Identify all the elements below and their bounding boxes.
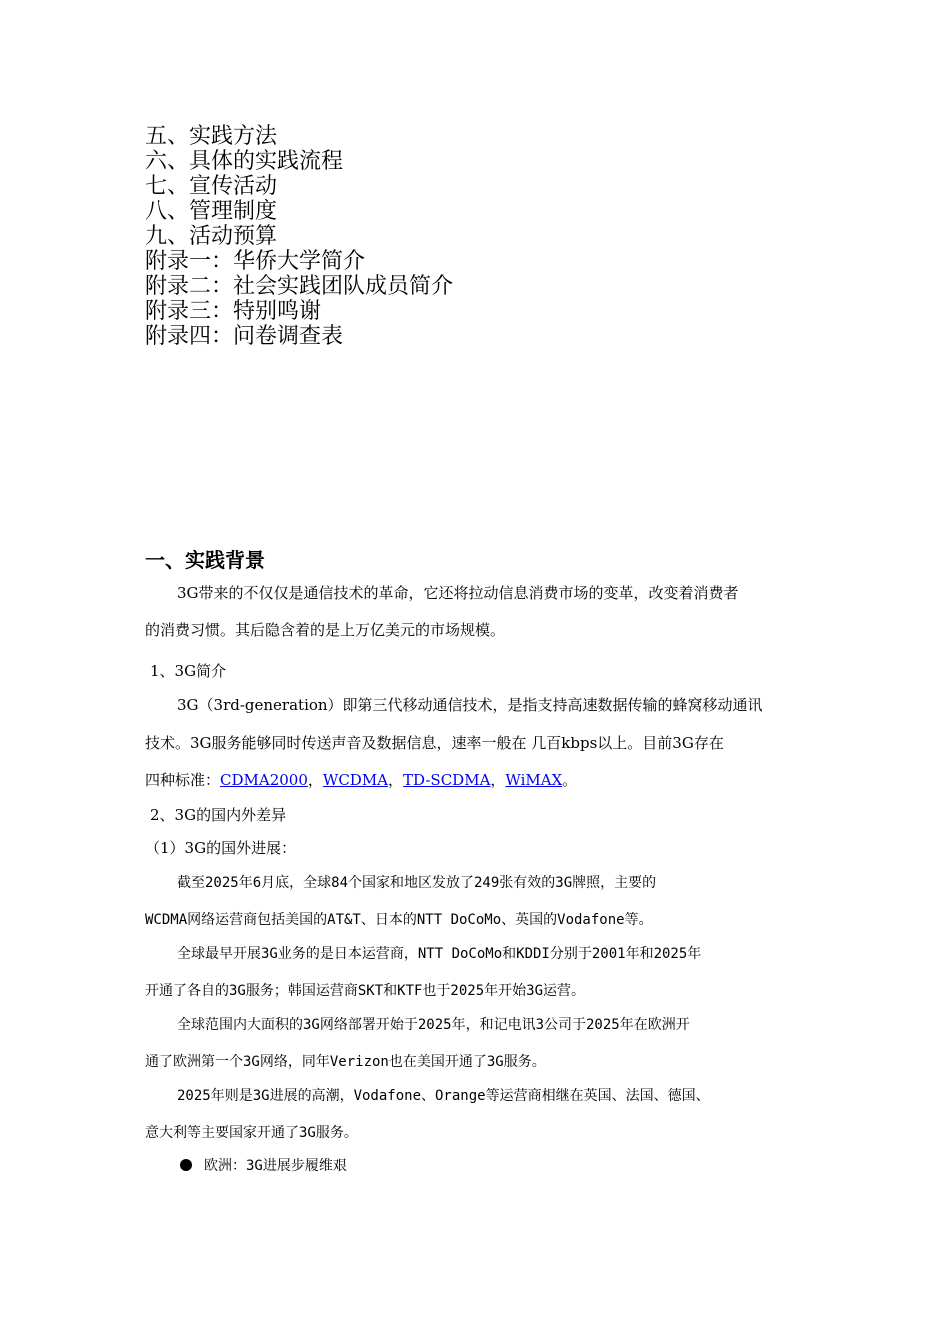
standards-line <box>145 770 577 790</box>
toc-item: 九、活动预算 <box>145 224 278 249</box>
paragraph-line: 的消费习惯。其后隐含着的是上万亿美元的市场规模。 <box>145 621 506 639</box>
paragraph-line: 全球最早开展3G业务的是日本运营商，NTT DoCoMo和KDDI分别于2001年和2025年 <box>177 946 702 962</box>
toc-item: 五、实践方法 <box>145 124 278 149</box>
subsection-heading: （1）3G的国外进展： <box>145 839 297 857</box>
subsection-heading: 1、3G简介 <box>150 662 227 680</box>
standards-prefix: 四种标准： <box>145 771 221 789</box>
bullet-item <box>180 1156 347 1176</box>
link-wimax[interactable]: WiMAX <box>505 771 563 789</box>
link-cdma2000[interactable]: CDMA2000 <box>220 771 308 789</box>
standards-suffix: 。 <box>562 771 578 789</box>
link-wcdma[interactable]: WCDMA <box>322 771 389 789</box>
toc-item: 附录一：华侨大学简介 <box>145 249 366 274</box>
paragraph-line: 意大利等主要国家开通了3G服务。 <box>145 1125 358 1141</box>
toc-item: 七、宣传活动 <box>145 174 278 199</box>
link-td-scdma[interactable]: TD-SCDMA <box>403 771 491 789</box>
separator: ， <box>490 771 506 789</box>
toc-item: 附录四：问卷调查表 <box>145 324 344 349</box>
subsection-heading: 2、3G的国内外差异 <box>150 806 287 824</box>
paragraph-line: 技术。3G服务能够同时传送声音及数据信息，速率一般在 几百kbps以上。目前3G存在 <box>145 734 724 752</box>
paragraph-line: 截至2025年6月底，全球84个国家和地区发放了249张有效的3G牌照，主要的 <box>177 875 657 891</box>
paragraph-line: WCDMA网络运营商包括美国的AT&T、日本的NTT DoCoMo、英国的Vodafone等。 <box>145 912 653 928</box>
table-of-contents <box>145 124 453 349</box>
toc-item: 附录二：社会实践团队成员简介 <box>145 274 454 299</box>
toc-item: 附录三：特别鸣谢 <box>145 299 322 324</box>
paragraph-line: 开通了各自的3G服务；韩国运营商SKT和KTF也于2025年开始3G运营。 <box>145 983 586 999</box>
separator: ， <box>388 771 404 789</box>
paragraph-line: 3G带来的不仅仅是通信技术的革命，它还将拉动信息消费市场的变革，改变着消费者 <box>177 584 739 602</box>
bullet-text: 欧洲：3G进展步履维艰 <box>204 1158 347 1174</box>
paragraph-line: 2025年则是3G进展的高潮，Vodafone、Orange等运营商相继在英国、法国、德国、 <box>177 1088 710 1104</box>
paragraph-line: 全球范围内大面积的3G网络部署开始于2025年，和记电讯3公司于2025年在欧洲开 <box>177 1017 690 1033</box>
separator: ， <box>307 771 323 789</box>
paragraph-line: 通了欧洲第一个3G网络，同年Verizon也在美国开通了3G服务。 <box>145 1054 546 1070</box>
bullet-icon <box>180 1159 192 1171</box>
toc-item: 八、管理制度 <box>145 199 278 224</box>
toc-item: 六、具体的实践流程 <box>145 149 344 174</box>
paragraph-line: 3G（3rd-generation）即第三代移动通信技术，是指支持高速数据传输的蜂窝移动通讯 <box>177 696 763 714</box>
section-title: 一、实践背景 <box>145 548 265 572</box>
